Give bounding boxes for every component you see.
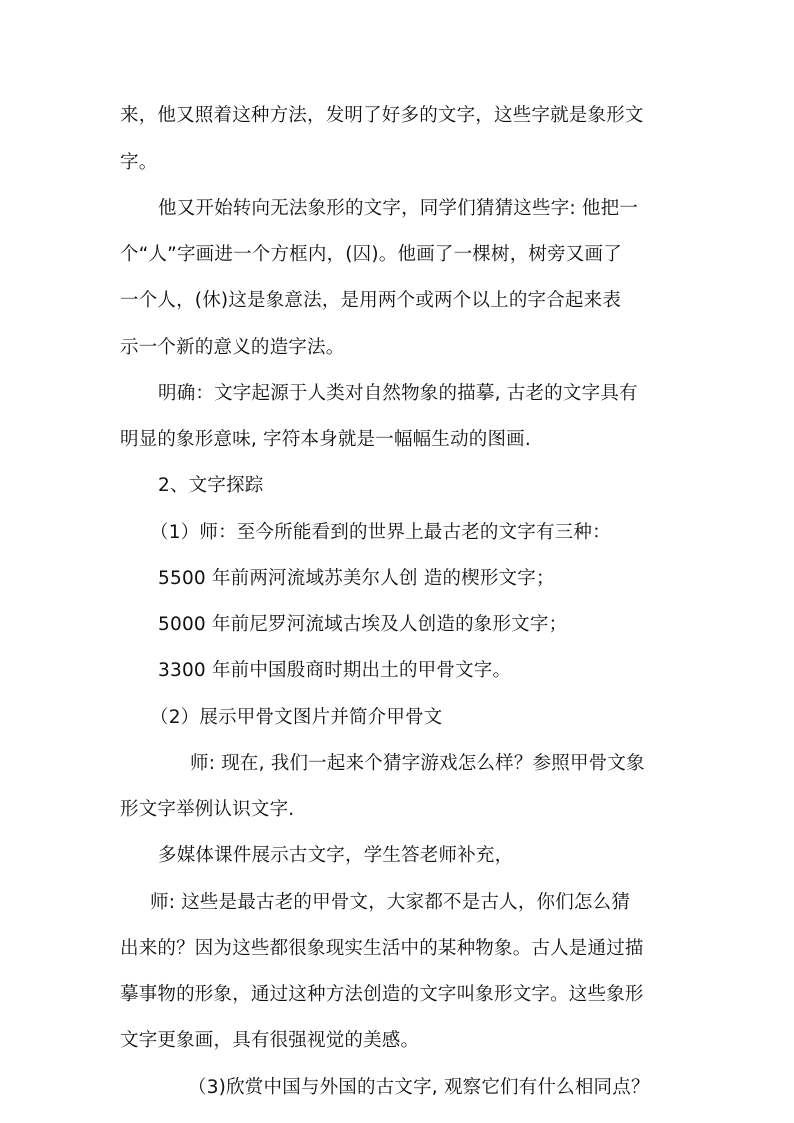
text-line: （3)欣赏中国与外国的古文字, 观察它们有什么相同点？ — [188, 1077, 650, 1098]
text-line: 出来的？因为这些都很象现实生活中的某种物象。古人是通过描 — [120, 938, 644, 959]
text-line: （1）师：至今所能看到的世界上最古老的文字有三种： — [150, 522, 611, 543]
text-line: 师: 现在, 我们一起来个猜字游戏怎么样？参照甲骨文象 — [190, 753, 645, 774]
text-line: 示一个新的意义的造字法。 — [120, 337, 345, 358]
text-line: 5500 年前两河流域苏美尔人创 造的楔形文字； — [158, 568, 555, 589]
text-line: （2）展示甲骨文图片并简介甲骨文 — [150, 707, 443, 728]
text-line: 明显的象形意味, 字符本身就是一幅幅生动的图画. — [120, 429, 531, 450]
text-line: 明确：文字起源于人类对自然物象的描摹, 古老的文字具有 — [158, 383, 638, 404]
text-line: 他又开始转向无法象形的文字，同学们猜猜这些字: 他把一 — [158, 198, 639, 219]
text-line: 3300 年前中国殷商时期出土的甲骨文字。 — [158, 660, 512, 681]
text-line: 文字更象画，具有很强视觉的美感。 — [120, 1030, 420, 1051]
text-line: 多媒体课件展示古文字，学生答老师补充， — [158, 845, 514, 866]
section-heading: 2、文字探踪 — [158, 475, 264, 496]
text-line: 师: 这些是最古老的甲骨文，大家都不是古人，你们怎么猜 — [150, 892, 631, 913]
text-line: 来，他又照着这种方法，发明了好多的文字，这些字就是象形文 — [120, 105, 644, 126]
text-line: 形文字举例认识文字. — [120, 799, 295, 820]
text-line: 字。 — [120, 152, 158, 173]
text-line: 5000 年前尼罗河流域古埃及人创造的象形文字； — [158, 614, 568, 635]
text-line: 个“人”字画进一个方框内，(囚)。他画了一棵树，树旁又画了 — [120, 244, 622, 265]
text-line: 一个人，(休)这是象意法，是用两个或两个以上的字合起来表 — [120, 290, 622, 311]
text-line: 摹事物的形象，通过这种方法创造的文字叫象形文字。这些象形 — [120, 984, 644, 1005]
